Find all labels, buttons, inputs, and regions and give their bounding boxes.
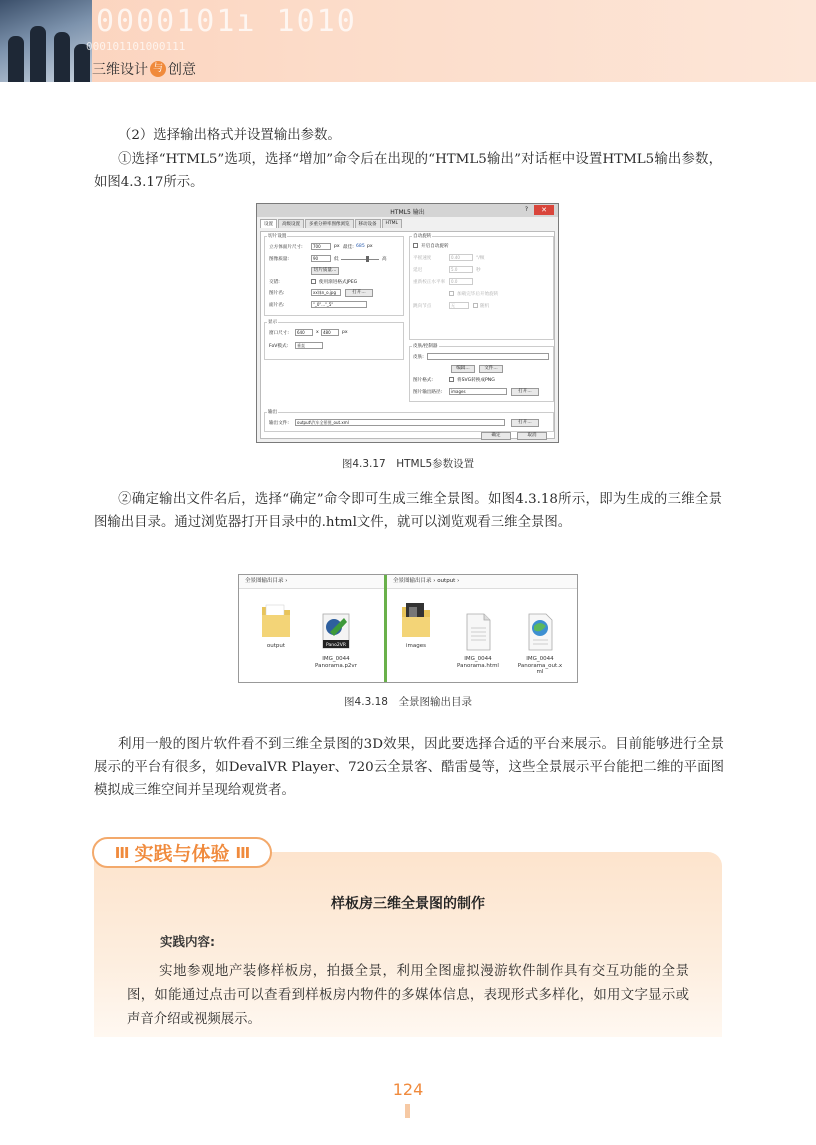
delay-unit: 秒 xyxy=(476,268,481,273)
svg-to-png-label: 将SVG转换成PNG xyxy=(457,378,495,383)
image-format-label: 图片格式: xyxy=(413,378,433,383)
paragraph-step-2: （2）选择输出格式并设置输出参数。 xyxy=(118,128,341,143)
image-path-label: 图片输出路径: xyxy=(413,390,443,395)
progressive-jpeg-label: 使用渐进格式JPEG xyxy=(319,280,358,285)
face-name-label: 面片名: xyxy=(269,303,285,308)
cancel-button[interactable]: 取消 xyxy=(517,432,547,440)
tab-html[interactable]: HTML xyxy=(382,219,403,228)
close-icon[interactable]: ✕ xyxy=(534,205,554,215)
file-item-p2vr[interactable] xyxy=(313,599,359,669)
practice-text: 实地参观地产装修样板房，拍摄全景，利用全图虚拟漫游软件制作具有交互功能的全景图，如能通过点击可以查看到样板房内物件的多媒体信息，表现形式多样化，如用文字显示或声音介绍或视频展示。 xyxy=(127,964,689,1027)
level-input[interactable]: 0.0 xyxy=(449,278,473,285)
ok-button[interactable]: 确定 xyxy=(481,432,511,440)
node-label: 跳向节点 xyxy=(413,304,432,309)
output-file-open-button[interactable]: 打开... xyxy=(511,419,539,427)
start-after-load-checkbox[interactable] xyxy=(449,291,454,296)
practice-tab-bars-left: III xyxy=(114,843,129,862)
window-height-input[interactable]: 480 xyxy=(321,329,339,336)
file-name-xml: IMG_0044 Panorama_out.x ml xyxy=(517,656,563,675)
px-unit: px xyxy=(334,244,340,249)
dialog-title: HTML5 输出 xyxy=(390,209,425,216)
paragraph-confirm-output: ②确定输出文件名后，选择“确定”命令即可生成三维全景图。如图4.3.18所示，即为生成的三维全景图输出目录。通过浏览器打开目录中的.html文件，就可以浏览观看三维全景图。 xyxy=(94,492,722,530)
header-photo xyxy=(0,0,92,82)
skin-select[interactable] xyxy=(427,353,549,360)
file-item-html[interactable] xyxy=(455,599,501,669)
window-size-label: 窗口尺寸: xyxy=(269,331,289,336)
window-width-input[interactable]: 640 xyxy=(295,329,313,336)
fov-label: FoV模式: xyxy=(269,344,289,349)
random-checkbox[interactable] xyxy=(473,303,478,308)
skin-file-button[interactable]: 文件... xyxy=(479,365,503,373)
dialog-tabs xyxy=(257,217,558,228)
book-title-left: 三维设计 xyxy=(92,62,148,78)
window-x-label: x xyxy=(316,330,319,335)
high-label: 高 xyxy=(382,257,387,262)
left-breadcrumb[interactable]: 全景图输出目录 › xyxy=(239,575,384,589)
quality-slider-thumb[interactable] xyxy=(366,256,369,262)
low-label: 低 xyxy=(334,257,339,262)
autorotate-group xyxy=(409,236,554,340)
tab-settings[interactable]: 设置 xyxy=(260,219,277,228)
dialog-titlebar xyxy=(257,204,558,217)
figure-caption-4-3-18: 图4.3.18 全景图输出目录 xyxy=(344,696,472,708)
tab-mobile[interactable]: 移动设备 xyxy=(355,219,381,228)
node-select[interactable]: 无 xyxy=(449,302,469,309)
book-title xyxy=(92,59,196,79)
cube-size-label: 立方体面片尺寸: xyxy=(269,245,303,250)
file-item-xml[interactable] xyxy=(517,599,563,676)
interlace-label: 交错: xyxy=(269,280,280,285)
px-unit-2: px xyxy=(367,244,373,249)
display-group xyxy=(264,322,404,360)
page-number: 124 xyxy=(392,1080,424,1099)
tab-advanced[interactable]: 高级设置 xyxy=(278,219,304,228)
skin-edit-button[interactable]: 编辑... xyxy=(451,365,475,373)
display-label: 显示 xyxy=(268,320,278,325)
page-number-tick xyxy=(405,1104,410,1118)
speed-unit: °/帧 xyxy=(476,256,485,261)
face-name-select[interactable]: "_0"..."_5" xyxy=(311,301,367,308)
cube-size-input[interactable]: 700 xyxy=(311,243,331,250)
xml-file-icon xyxy=(524,606,556,646)
quality-input[interactable]: 90 xyxy=(311,255,331,262)
pano2vr-project-icon xyxy=(320,606,352,646)
optimal-label: 最佳: xyxy=(343,245,354,250)
speed-label: 平摇速度 xyxy=(413,256,432,261)
file-name-html: IMG_0044 Panorama.html xyxy=(457,656,499,669)
pano2vr-badge: Pano2VR xyxy=(326,643,346,648)
file-name-output: output xyxy=(266,643,286,649)
header-binary-decoration: 0000101ı 1010 xyxy=(96,4,357,39)
level-label: 重新校正水平率 xyxy=(413,280,446,285)
autorotate-label: 自动旋转 xyxy=(413,234,432,239)
file-name-images: images xyxy=(406,643,426,649)
window-px-unit: px xyxy=(342,330,348,335)
paragraph-html5-select: ①选择“HTML5”选项，选择“增加”命令后在出现的“HTML5输出”对话框中设置HTML5输出参数，如图4.3.17所示。 xyxy=(94,152,722,190)
image-folder-icon xyxy=(400,599,432,639)
header-binary-decoration-small: 000101101000111 xyxy=(86,40,186,53)
image-path-open-button[interactable]: 打开... xyxy=(511,388,539,396)
output-folder-explorer xyxy=(238,574,578,683)
file-item-output[interactable] xyxy=(253,599,299,650)
autorotate-check-label: 开启自动旋转 xyxy=(421,244,449,249)
practice-tab-bars-right: III xyxy=(235,843,250,862)
book-title-right: 创意 xyxy=(168,62,196,78)
progressive-jpeg-checkbox[interactable] xyxy=(311,279,316,284)
fov-select[interactable]: 垂直 xyxy=(295,342,323,349)
practice-tab xyxy=(92,837,272,868)
tile-settings-label: 切片设置 xyxy=(268,234,287,239)
help-icon[interactable]: ? xyxy=(524,206,528,213)
output-file-input[interactable]: output\汽车全景图_out.xml xyxy=(295,419,505,426)
output-group-label: 输出 xyxy=(268,410,278,415)
right-breadcrumb[interactable]: 全景图输出目录 › output › xyxy=(387,575,578,589)
delay-input[interactable]: 5.0 xyxy=(449,266,473,273)
html5-output-dialog xyxy=(256,203,559,443)
delay-label: 延迟 xyxy=(413,268,423,273)
quality-slider[interactable] xyxy=(341,259,379,260)
skin-label: 皮肤: xyxy=(413,355,424,360)
image-name-open-button[interactable]: 打开... xyxy=(345,289,373,297)
paragraph-platforms: 利用一般的图片软件看不到三维全景图的3D效果，因此要选择合适的平台来展示。目前能够进行全景展示的平台有很多，如DevalVR Player、720云全景客、酷雷曼等，这些全景展示平台能把二维的平面图模拟成三维空间并呈现给观赏者。 xyxy=(94,737,724,798)
skin-group-label: 皮肤/控制器 xyxy=(413,344,438,349)
speed-input[interactable]: 0.40 xyxy=(449,254,473,261)
folder-icon xyxy=(260,599,292,639)
figure-caption-4-3-17: 图4.3.17 HTML5参数设置 xyxy=(341,458,475,470)
file-item-images[interactable] xyxy=(393,599,439,650)
right-pane xyxy=(387,575,578,682)
quality-label: 图像质量: xyxy=(269,257,289,262)
autorotate-checkbox[interactable] xyxy=(413,243,418,248)
book-title-amp: 与 xyxy=(150,61,166,77)
practice-subtitle: 实践内容: xyxy=(160,934,215,949)
html-file-icon xyxy=(462,606,494,646)
left-pane xyxy=(239,575,384,682)
random-label: 随机 xyxy=(480,304,490,309)
file-name-p2vr: IMG_0044 Panorama.p2vr xyxy=(315,656,357,669)
output-file-label: 输出文件: xyxy=(269,421,289,426)
tile-quality-button[interactable]: 切片质量... xyxy=(311,267,339,275)
page-header xyxy=(0,0,816,82)
image-name-label: 图片名: xyxy=(269,291,285,296)
optimal-link[interactable]: 685 xyxy=(356,244,365,249)
dialog-body xyxy=(260,231,555,439)
start-after-load-label: 加载完毕后开始旋转 xyxy=(457,292,499,297)
practice-title: 样板房三维全景图的制作 xyxy=(331,896,485,912)
practice-tab-label: 实践与体验 xyxy=(134,843,230,865)
svg-to-png-checkbox[interactable] xyxy=(449,377,454,382)
image-path-input[interactable]: images xyxy=(449,388,507,395)
tab-multires[interactable]: 多重分辨率图像浏览 xyxy=(305,219,354,228)
image-name-input[interactable]: xx\$n_o.jpg xyxy=(311,289,341,296)
